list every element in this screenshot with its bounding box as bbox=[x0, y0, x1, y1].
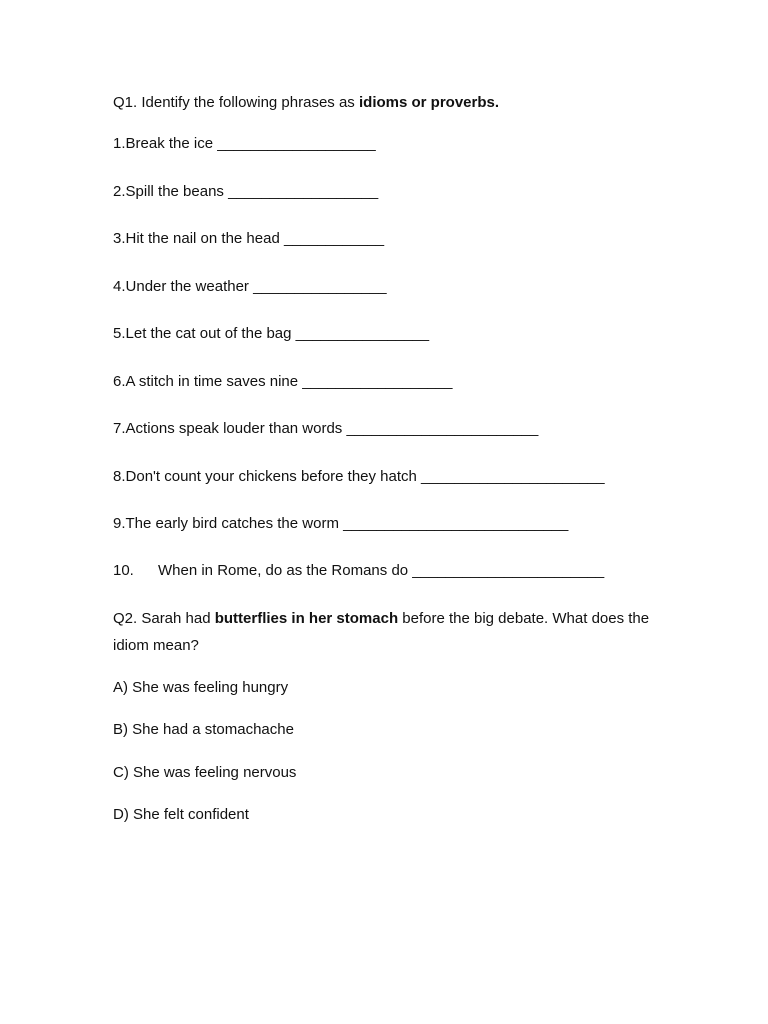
item-text: A stitch in time saves nine __________________ bbox=[125, 373, 453, 390]
list-item bbox=[113, 515, 568, 533]
question-2-heading bbox=[113, 605, 658, 659]
list-item bbox=[113, 135, 376, 153]
item-number: 1. bbox=[113, 135, 126, 152]
item-number: 3. bbox=[113, 230, 126, 247]
question-2-suffix: before the big debate. What does the idiom mean? bbox=[113, 610, 650, 654]
question-1-bold: idioms or proverbs. bbox=[358, 94, 500, 111]
item-number: 7. bbox=[113, 420, 126, 437]
question-2-bold: butterflies in her stomach bbox=[214, 610, 399, 627]
list-item bbox=[113, 420, 538, 438]
list-item bbox=[113, 562, 604, 580]
item-number: 8. bbox=[113, 468, 126, 485]
list-item bbox=[113, 468, 605, 486]
question-2-prefix: Q2. Sarah had bbox=[113, 610, 215, 627]
item-number: 2. bbox=[113, 183, 126, 200]
question-1-prefix: Q1. Identify the following phrases as bbox=[113, 94, 359, 111]
question-1-heading bbox=[113, 94, 499, 112]
option-c: C) She was feeling nervous bbox=[113, 764, 297, 781]
item-text: Break the ice ___________________ bbox=[125, 135, 376, 152]
item-text: When in Rome, do as the Romans do _______________________ bbox=[158, 562, 605, 579]
list-item bbox=[113, 278, 387, 296]
item-text: Spill the beans __________________ bbox=[125, 183, 379, 200]
item-number: 6. bbox=[113, 373, 126, 390]
item-number: 5. bbox=[113, 325, 126, 342]
item-number: 10. bbox=[113, 562, 134, 579]
option-d: D) She felt confident bbox=[113, 806, 249, 823]
item-text: Don't count your chickens before they hatch ______________________ bbox=[125, 468, 605, 485]
item-text: Actions speak louder than words _______________________ bbox=[125, 420, 539, 437]
item-text: The early bird catches the worm ___________________________ bbox=[125, 515, 569, 532]
item-text: Let the cat out of the bag ________________ bbox=[125, 325, 430, 342]
option-a: A) She was feeling hungry bbox=[113, 679, 289, 696]
item-text: Under the weather ________________ bbox=[125, 278, 387, 295]
option-b: B) She had a stomachache bbox=[113, 721, 294, 738]
item-number: 9. bbox=[113, 515, 126, 532]
item-number: 4. bbox=[113, 278, 126, 295]
list-item bbox=[113, 230, 384, 248]
list-item bbox=[113, 183, 378, 201]
item-text: Hit the nail on the head ____________ bbox=[125, 230, 385, 247]
list-item bbox=[113, 373, 452, 391]
list-item bbox=[113, 325, 429, 343]
